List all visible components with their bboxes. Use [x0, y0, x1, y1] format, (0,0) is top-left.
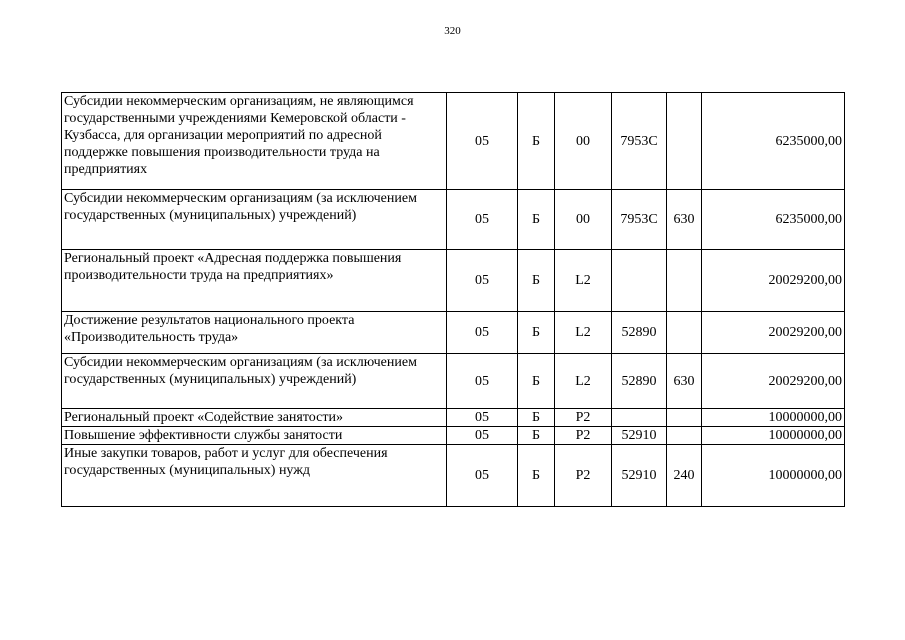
- table-row: [62, 445, 845, 507]
- section-code: 05: [447, 250, 518, 312]
- direction-code: 52890: [612, 354, 667, 409]
- subprogram-code: Р2: [555, 409, 612, 427]
- subprogram-code: 00: [555, 190, 612, 250]
- direction-code: 52910: [612, 427, 667, 445]
- program-code: Б: [518, 445, 555, 507]
- expense-type-code: 630: [667, 190, 702, 250]
- section-code: 05: [447, 445, 518, 507]
- program-code: Б: [518, 354, 555, 409]
- program-code: Б: [518, 409, 555, 427]
- amount: 10000000,00: [702, 445, 845, 507]
- direction-code: [612, 250, 667, 312]
- section-code: 05: [447, 427, 518, 445]
- table-row: [62, 427, 845, 445]
- expense-type-code: 240: [667, 445, 702, 507]
- row-name: Субсидии некоммерческим организациям (за исключением государственных (муниципальных) учреждений): [62, 190, 447, 250]
- subprogram-code: Р2: [555, 445, 612, 507]
- section-code: 05: [447, 312, 518, 354]
- section-code: 05: [447, 409, 518, 427]
- program-code: Б: [518, 250, 555, 312]
- program-code: Б: [518, 427, 555, 445]
- row-name: Региональный проект «Адресная поддержка повышения производительности труда на предприятиях»: [62, 250, 447, 312]
- amount: 6235000,00: [702, 93, 845, 190]
- row-name: Повышение эффективности службы занятости: [62, 427, 447, 445]
- table-row: [62, 93, 845, 190]
- row-name: Региональный проект «Содействие занятости»: [62, 409, 447, 427]
- amount: 20029200,00: [702, 354, 845, 409]
- row-name: Субсидии некоммерческим организациям (за исключением государственных (муниципальных) учреждений): [62, 354, 447, 409]
- amount: 10000000,00: [702, 427, 845, 445]
- program-code: Б: [518, 190, 555, 250]
- amount: 20029200,00: [702, 250, 845, 312]
- expense-type-code: [667, 250, 702, 312]
- table-row: [62, 250, 845, 312]
- table-row: [62, 190, 845, 250]
- expense-type-code: [667, 312, 702, 354]
- program-code: Б: [518, 312, 555, 354]
- amount: 20029200,00: [702, 312, 845, 354]
- program-code: Б: [518, 93, 555, 190]
- section-code: 05: [447, 354, 518, 409]
- row-name: Иные закупки товаров, работ и услуг для обеспечения государственных (муниципальных) нужд: [62, 445, 447, 507]
- expense-type-code: [667, 427, 702, 445]
- direction-code: 7953С: [612, 93, 667, 190]
- page-number: 320: [444, 25, 461, 37]
- expense-type-code: 630: [667, 354, 702, 409]
- amount: 10000000,00: [702, 409, 845, 427]
- direction-code: 52890: [612, 312, 667, 354]
- row-name: Субсидии некоммерческим организациям, не являющимся государственными учреждениями Кемеровской области - Кузбасса, для организации мероприятий по адресной поддержке повышения производительности труда на предприятиях: [62, 93, 447, 190]
- section-code: 05: [447, 190, 518, 250]
- table-row: [62, 354, 845, 409]
- expense-type-code: [667, 409, 702, 427]
- row-name: Достижение результатов национального проекта «Производительность труда»: [62, 312, 447, 354]
- subprogram-code: Р2: [555, 427, 612, 445]
- direction-code: 52910: [612, 445, 667, 507]
- subprogram-code: L2: [555, 354, 612, 409]
- subprogram-code: L2: [555, 312, 612, 354]
- subprogram-code: 00: [555, 93, 612, 190]
- budget-table: [61, 92, 845, 507]
- amount: 6235000,00: [702, 190, 845, 250]
- direction-code: [612, 409, 667, 427]
- expense-type-code: [667, 93, 702, 190]
- table-row: [62, 409, 845, 427]
- direction-code: 7953С: [612, 190, 667, 250]
- table-row: [62, 312, 845, 354]
- section-code: 05: [447, 93, 518, 190]
- subprogram-code: L2: [555, 250, 612, 312]
